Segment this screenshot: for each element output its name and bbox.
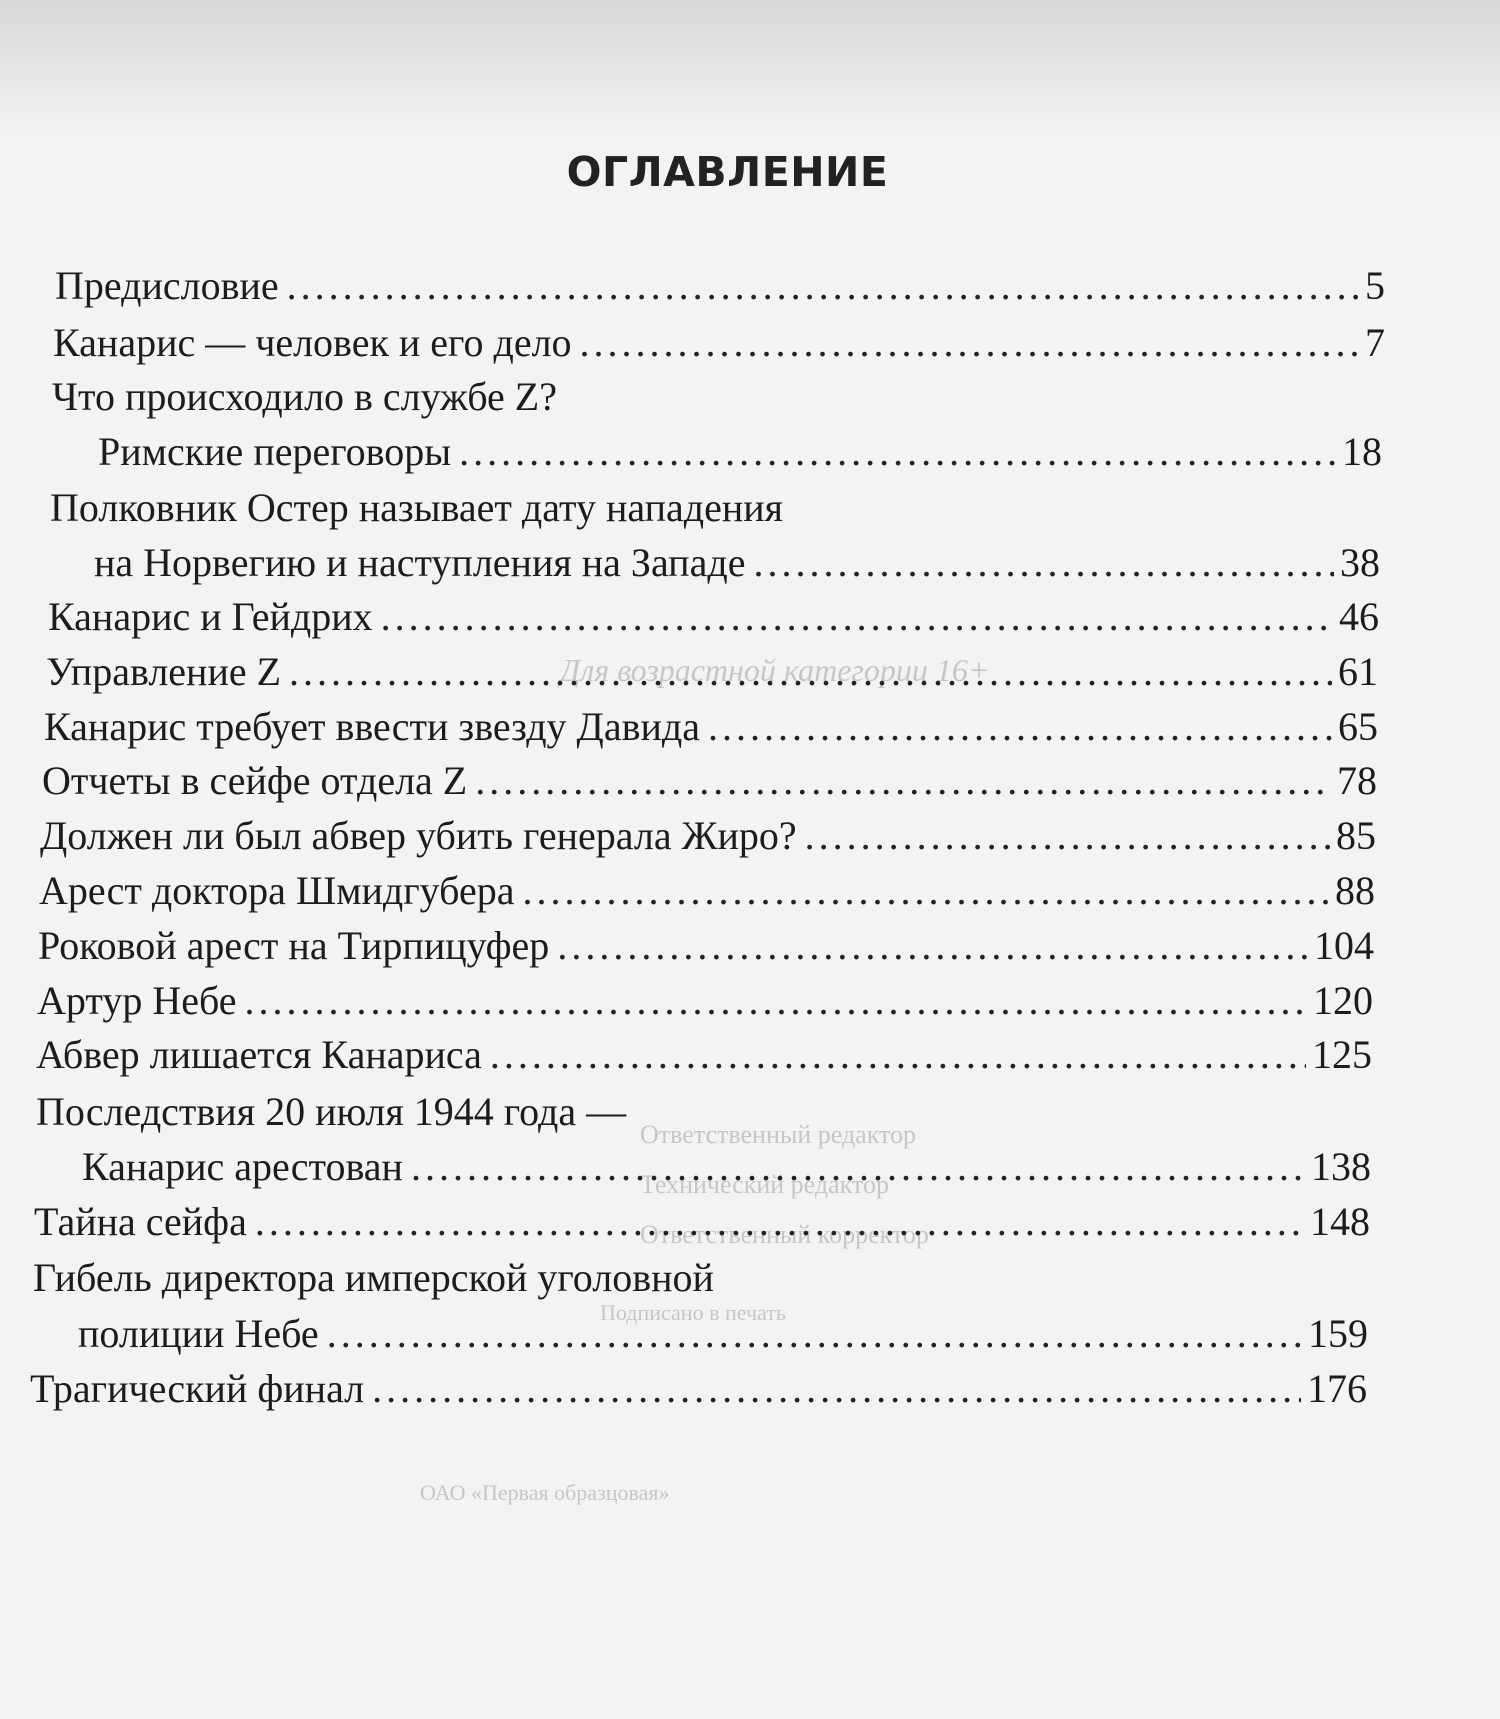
- dot-leader: [287, 259, 1359, 313]
- dot-leader: [459, 425, 1336, 479]
- bleed-through-text: Для возрастной категории 16+ Ответственный редактор Технический редактор Ответственный корректор Подписано в печать ОАО «Первая образцовая»: [420, 652, 990, 1505]
- toc-entry-title: Последствия 20 июля 1944 года —: [36, 1089, 627, 1134]
- dot-leader: [805, 809, 1330, 863]
- toc-entry-title: Гибель директора имперской уголовной: [33, 1255, 714, 1300]
- toc-entry-page: 88: [1335, 868, 1375, 913]
- toc-entry-police-nebe[interactable]: [78, 1307, 1368, 1361]
- toc-entry-page: 78: [1337, 758, 1377, 803]
- toc-entry-page: 159: [1308, 1311, 1368, 1356]
- toc-entry-page: 38: [1340, 540, 1380, 585]
- toc-entry-title: Римские переговоры: [98, 429, 452, 474]
- toc-entry-tragic-finale[interactable]: [30, 1362, 1367, 1416]
- toc-entry-title: Тайна сейфа: [34, 1199, 247, 1244]
- toc-entry-title: полиции Небе: [78, 1311, 319, 1356]
- dot-leader: [708, 700, 1332, 754]
- toc-entry-title: Должен ли был абвер убить генерала Жиро?: [40, 813, 797, 858]
- toc-entry-abwehr-loses[interactable]: [36, 1028, 1372, 1082]
- dot-leader: [381, 590, 1333, 644]
- toc-entry-title: Управление Z: [46, 649, 282, 694]
- toc-entry-title: Что происходило в службе Z?: [52, 374, 557, 419]
- toc-entry-title: Отчеты в сейфе отдела Z: [42, 758, 468, 803]
- toc-entry-title: Артур Небе: [37, 978, 237, 1023]
- toc-entry-star-of-david[interactable]: [44, 700, 1378, 754]
- toc-entry-title: Полковник Остер называет дату нападения: [50, 485, 784, 530]
- toc-entry-title: Канарис — человек и его дело: [53, 320, 572, 365]
- toc-entry-page: 65: [1338, 704, 1378, 749]
- toc-entry-title: Канарис требует ввести звезду Давида: [44, 704, 700, 749]
- dot-leader: [490, 1028, 1306, 1082]
- toc-entry-page: 138: [1311, 1144, 1371, 1189]
- toc-entry-canaris-heydrich[interactable]: [48, 590, 1379, 644]
- toc-entry-oster[interactable]: [50, 481, 1380, 535]
- toc-entry-canaris-man[interactable]: [53, 316, 1385, 370]
- page-title: ОГЛАВЛЕНИЕ: [566, 148, 889, 196]
- toc-entry-july-20[interactable]: [36, 1085, 1372, 1139]
- toc-entry-page: 120: [1313, 978, 1373, 1023]
- dot-leader: [475, 754, 1331, 808]
- toc-entry-page: 46: [1339, 594, 1379, 639]
- toc-entry-page: 148: [1310, 1199, 1370, 1244]
- dot-leader: [245, 974, 1307, 1028]
- toc-entry-title: на Норвегию и наступления на Западе: [94, 540, 746, 585]
- dot-leader: [327, 1307, 1302, 1361]
- dot-leader: [580, 316, 1359, 370]
- dot-leader: [289, 645, 1332, 699]
- toc-entry-title: Предисловие: [55, 263, 279, 308]
- toc-entry-service-z[interactable]: [52, 370, 1384, 424]
- dot-leader: [255, 1195, 1304, 1249]
- toc-entry-title: Канарис и Гейдрих: [48, 594, 373, 639]
- toc-entry-tirpitzufer[interactable]: [38, 919, 1374, 973]
- toc-entry-giraud[interactable]: [40, 809, 1376, 863]
- toc-entry-page: 7: [1365, 320, 1385, 365]
- toc-entry-canaris-arrested[interactable]: [82, 1140, 1371, 1194]
- toc-entry-safe-secret[interactable]: [34, 1195, 1370, 1249]
- toc-entry-safe-reports[interactable]: [42, 754, 1377, 808]
- toc-entry-title: Трагический финал: [30, 1366, 365, 1411]
- toc-entry-page: 176: [1307, 1366, 1367, 1411]
- toc-entry-page: 18: [1342, 429, 1382, 474]
- toc-entry-director-death[interactable]: [33, 1251, 1369, 1305]
- toc-entry-title: Арест доктора Шмидгубера: [39, 868, 515, 913]
- toc-entry-title: Канарис арестован: [82, 1144, 403, 1189]
- toc-entry-norway[interactable]: [94, 536, 1380, 590]
- toc-entry-page: 85: [1336, 813, 1376, 858]
- dot-leader: [372, 1362, 1301, 1416]
- toc-entry-schmidhuber[interactable]: [39, 864, 1375, 918]
- toc-entry-roman-talks[interactable]: [98, 425, 1382, 479]
- toc-entry-page: 61: [1338, 649, 1378, 694]
- toc-entry-preface[interactable]: [55, 259, 1385, 313]
- toc-entry-arthur-nebe[interactable]: [37, 974, 1373, 1028]
- dot-leader: [557, 919, 1308, 973]
- toc-entry-title: Роковой арест на Тирпицуфер: [38, 923, 550, 968]
- toc-entry-department-z[interactable]: [46, 645, 1378, 699]
- toc-entry-page: 5: [1365, 263, 1385, 308]
- toc-entry-page: 125: [1312, 1032, 1372, 1077]
- toc-entry-page: 104: [1314, 923, 1374, 968]
- toc-entry-title: Абвер лишается Канариса: [36, 1032, 482, 1077]
- dot-leader: [522, 864, 1329, 918]
- dot-leader: [411, 1140, 1305, 1194]
- dot-leader: [753, 536, 1334, 590]
